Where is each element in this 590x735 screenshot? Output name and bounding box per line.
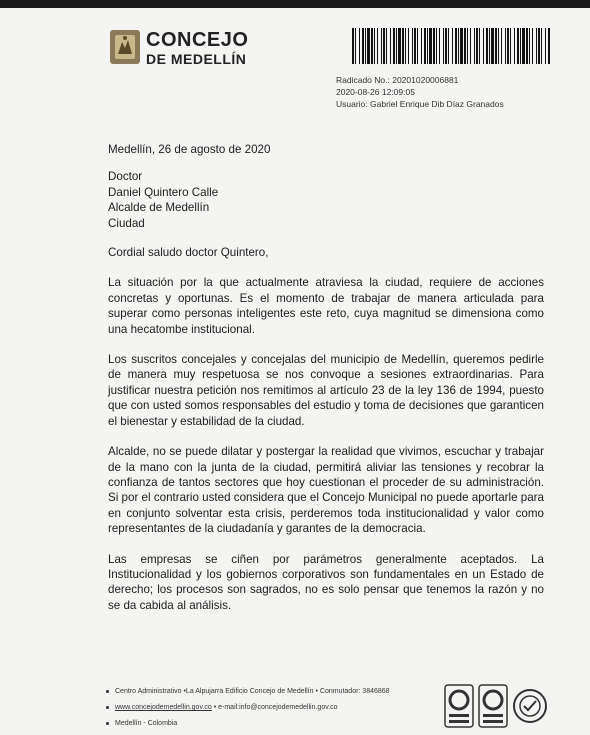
footer-address-row [106,684,390,700]
footer-email: • e-mail:info@concejodemedellin.gov.co [213,704,338,711]
recipient-line: Doctor [108,170,143,184]
footer-web-row [106,700,390,716]
bullet-icon [106,706,109,709]
footer-address: Centro Administrativo •La Alpujarra Edificio Concejo de Medellín • Conmutador: 3846868 [115,688,390,695]
recipient-line: Daniel Quintero Calle [108,185,219,199]
radicado-number: Radicado No.: 20201020006881 [336,75,459,85]
letter-page [0,8,590,735]
concejo-logo [146,30,248,66]
footer-city-row [106,716,390,732]
radicado-user: Usuario: Gabriel Enrique Dib Díaz Granados [336,99,504,109]
letter-body [108,142,544,628]
paragraph-4: Las empresas se ciñen por parámetros generalmente aceptados. La Institucionalidad y los gobiernos corporativos son fundamentales en un Estado de derecho; los procesos son sagrados, no es solo pensar que tenemos la razón y no se da cabida al análisis. [108,552,544,612]
barcode [352,28,552,64]
recipient-line: Alcalde de Medellín [108,201,210,215]
bullet-icon [106,722,109,725]
paragraph-1: La situación por la que actualmente atraviesa la ciudad, requiere de acciones concretas y oportunas. Es el momento de trabajar de manera articulada para superar como personas inteligentes este reto, cuya magnitud se dimensiona como una hecatombe institucional. [108,276,544,336]
greeting: Cordial saludo doctor Quintero, [108,246,269,260]
letterhead-footer [106,684,390,732]
certification-seal-icon [444,684,474,728]
footer-website-link[interactable]: www.concejodemedellin.gov.co [115,704,212,711]
logo-line2: DE MEDELLÍN [146,51,247,67]
recipient-block [108,169,544,231]
letter-date: Medellín, 26 de agosto de 2020 [108,143,271,156]
footer-city: Medellín - Colombia [115,720,178,727]
round-seal-icon [512,688,548,724]
logo-line1: CONCEJO [146,29,249,51]
paragraph-2: Los suscritos concejales y concejalas del municipio de Medellín, queremos pedirle de manera muy respetuosa se nos convoque a sesiones extraordinarias. Para justificar nuestra petición nos remitimos al artículo 23 de la ley 136 de 1994, puesto que con usted somos responsables del estudio y toma de decisiones que garanticen el bienestar y estabilidad de la ciudad. [108,353,544,428]
iso-certification-icon [478,684,508,728]
bullet-icon [106,690,109,693]
paragraph-3: Alcalde, no se puede dilatar y postergar la realidad que vivimos, escuchar y trabajar de la mano con la junta de la ciudad, permitirá aliviar las tensiones y recobrar la confianza de tantos sectores que hoy cuestionan el proceder de su administración. Si por el contrario usted considera que el Concejo Municipal no puede aportarle para en conjunto solventar esta crisis, perderemos toda institucionalidad y valor como representantes de la ciudadanía y garantes de la democracia. [108,445,544,536]
concejo-emblem-icon [110,30,140,64]
radicado-block [336,74,504,110]
recipient-line: Ciudad [108,216,145,230]
radicado-timestamp: 2020-08-26 12:09:05 [336,87,415,97]
